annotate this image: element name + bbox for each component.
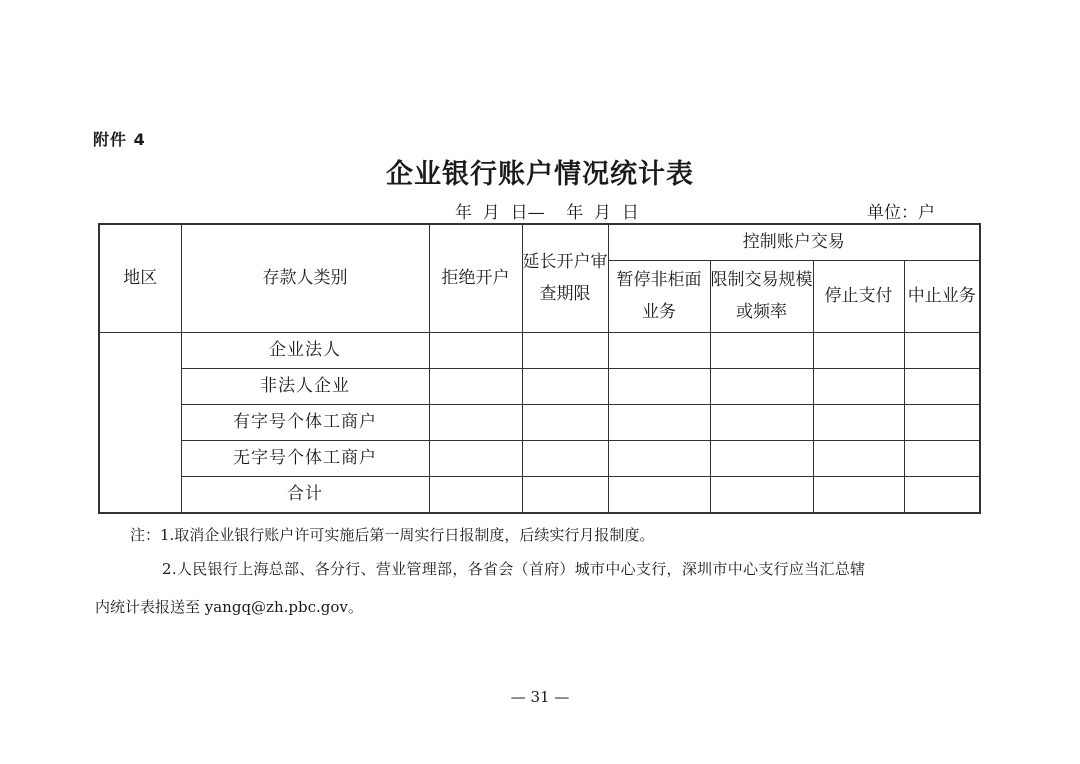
page-title: 企业银行账户情况统计表 xyxy=(386,159,694,190)
table-row xyxy=(99,476,980,513)
table-row xyxy=(99,332,980,368)
header-limit: 限制交易规模或频率 xyxy=(710,260,813,332)
header-refuse: 拒绝开户 xyxy=(429,224,522,332)
header-control: 控制账户交易 xyxy=(608,224,980,260)
annex-label: 附件 4 xyxy=(93,130,146,149)
note-2-continued: 内统计表报送至 yangq@zh.pbc.gov。 xyxy=(95,598,363,616)
header-stop-biz: 中止业务 xyxy=(904,260,980,332)
header-stop-pay: 停止支付 xyxy=(813,260,904,332)
statistics-table xyxy=(98,223,981,514)
table-row xyxy=(99,440,980,476)
page-number: — 31 — xyxy=(510,688,570,706)
category-cell: 合计 xyxy=(181,476,429,513)
category-cell: 企业法人 xyxy=(181,332,429,368)
note-1: 注：1.取消企业银行账户许可实施后第一周实行日报制度，后续实行月报制度。 xyxy=(130,526,655,544)
date-range: 年 月 日— 年 月 日 xyxy=(455,203,639,223)
category-cell: 非法人企业 xyxy=(181,368,429,404)
header-category: 存款人类别 xyxy=(181,224,429,332)
region-cell xyxy=(99,332,181,513)
category-cell: 有字号个体工商户 xyxy=(181,404,429,440)
header-extend: 延长开户审查期限 xyxy=(522,224,608,332)
header-suspend: 暂停非柜面业务 xyxy=(608,260,710,332)
header-region: 地区 xyxy=(99,224,181,332)
table-row xyxy=(99,368,980,404)
note-2: 2.人民银行上海总部、各分行、营业管理部，各省会（首府）城市中心支行，深圳市中心支行应当汇总辖 xyxy=(162,560,866,578)
category-cell: 无字号个体工商户 xyxy=(181,440,429,476)
unit-label: 单位：户 xyxy=(867,203,935,223)
table-row xyxy=(99,404,980,440)
